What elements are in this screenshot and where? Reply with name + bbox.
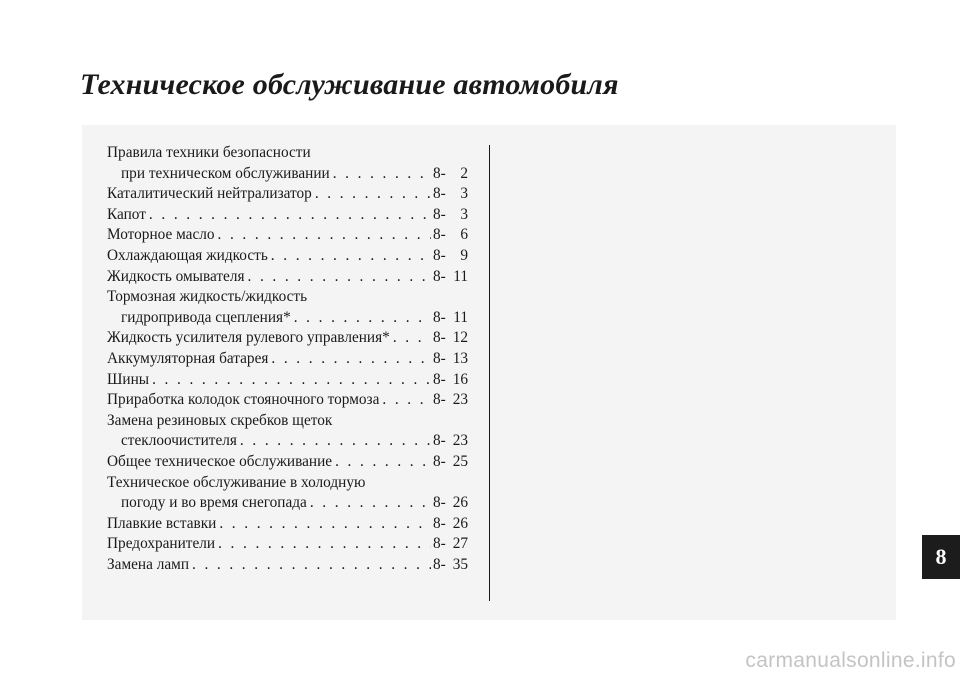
chapter-number: 8- — [433, 246, 446, 264]
toc-entry-line — [107, 308, 468, 329]
dot-leader — [192, 555, 431, 576]
toc-entry-line — [107, 184, 468, 205]
toc-entry-title: Жидкость усилителя рулевого управления* — [107, 329, 390, 347]
dot-leader — [333, 164, 431, 185]
toc-entry[interactable] — [107, 370, 468, 391]
toc-entry[interactable] — [107, 411, 468, 452]
chapter-number: 8- — [433, 391, 446, 409]
table-of-contents — [107, 143, 468, 575]
page-number: 3 — [460, 205, 468, 223]
toc-entry[interactable] — [107, 287, 468, 328]
toc-entry-title: Шины — [107, 370, 150, 388]
toc-entry[interactable] — [107, 534, 468, 555]
dot-leader — [310, 493, 431, 514]
toc-entry-title-line: Техническое обслуживание в холодную — [107, 473, 366, 491]
toc-entry-title: Приработка колодок стояночного тормоза — [107, 391, 380, 409]
page-reference — [433, 514, 468, 535]
page-number: 3 — [460, 185, 468, 203]
chapter-number: 8- — [433, 226, 446, 244]
toc-entry-title: Замена ламп — [107, 555, 190, 573]
chapter-number: 8- — [433, 185, 446, 203]
chapter-number: 8- — [433, 349, 446, 367]
toc-entry-title: Охлаждающая жидкость — [107, 246, 268, 264]
page-reference — [433, 493, 468, 514]
chapter-number: 8- — [433, 267, 446, 285]
dot-leader — [271, 349, 431, 370]
page-number: 23 — [452, 432, 468, 450]
chapter-number: 8- — [433, 205, 446, 223]
toc-entry[interactable] — [107, 205, 468, 226]
toc-entry[interactable] — [107, 390, 468, 411]
toc-entry-title: Плавкие вставки — [107, 514, 217, 532]
toc-entry-title-line: Замена резиновых скребков щеток — [107, 411, 333, 429]
toc-entry[interactable] — [107, 349, 468, 370]
toc-entry[interactable] — [107, 514, 468, 535]
page-number: 12 — [452, 329, 468, 347]
dot-leader — [219, 514, 431, 535]
page-reference — [433, 452, 468, 473]
page-reference — [433, 205, 468, 226]
chapter-number: 8- — [433, 494, 446, 512]
toc-entry-line — [107, 246, 468, 267]
page-number: 13 — [452, 349, 468, 367]
chapter-number: 8- — [433, 164, 446, 182]
dot-leader — [335, 452, 431, 473]
page-number: 9 — [460, 246, 468, 264]
toc-entry-line — [107, 514, 468, 535]
toc-entry[interactable] — [107, 328, 468, 349]
toc-entry-line — [107, 205, 468, 226]
chapter-number: 8- — [433, 514, 446, 532]
toc-entry-title: Каталитический нейтрализатор — [107, 185, 312, 203]
page-reference — [433, 534, 468, 555]
toc-entry[interactable] — [107, 184, 468, 205]
toc-entry-line — [107, 555, 468, 576]
page-reference — [433, 184, 468, 205]
page-number: 23 — [452, 391, 468, 409]
page-reference — [433, 349, 468, 370]
toc-entry-line — [107, 390, 468, 411]
dot-leader — [382, 390, 431, 411]
toc-entry[interactable] — [107, 246, 468, 267]
page-number: 26 — [452, 514, 468, 532]
toc-entry[interactable] — [107, 555, 468, 576]
toc-entry-title: при техническом обслуживании — [121, 164, 330, 182]
dot-leader — [149, 205, 431, 226]
toc-entry-line — [107, 328, 468, 349]
chapter-number: 8- — [433, 555, 446, 573]
toc-entry-line — [107, 164, 468, 185]
toc-entry[interactable] — [107, 473, 468, 514]
page-reference — [433, 390, 468, 411]
toc-entry-title: гидропривода сцепления* — [121, 308, 291, 326]
page-reference — [433, 246, 468, 267]
chapter-tab[interactable]: 8 — [922, 535, 960, 579]
toc-entry[interactable] — [107, 267, 468, 288]
watermark: carmanualsonline.info — [745, 649, 956, 672]
page-reference — [433, 370, 468, 391]
page-number: 35 — [452, 555, 468, 573]
toc-entry-title: Предохранители — [107, 535, 216, 553]
toc-entry-title: Капот — [107, 205, 146, 223]
toc-entry-line — [107, 452, 468, 473]
page-reference — [433, 328, 468, 349]
page-number: 25 — [452, 452, 468, 470]
page-reference — [433, 431, 468, 452]
chapter-number: 8- — [433, 329, 446, 347]
dot-leader — [393, 328, 431, 349]
dot-leader — [152, 370, 431, 391]
chapter-number: 8- — [433, 535, 446, 553]
toc-entry-line — [107, 431, 468, 452]
chapter-number: 8- — [433, 432, 446, 450]
page-number: 11 — [453, 267, 468, 285]
chapter-number: 8- — [433, 452, 446, 470]
chapter-number: 8- — [433, 370, 446, 388]
toc-entry-line — [107, 267, 468, 288]
toc-entry-title: стеклоочистителя — [121, 432, 237, 450]
page-reference — [433, 164, 468, 185]
toc-entry-title: Аккумуляторная батарея — [107, 349, 269, 367]
toc-entry-title-line: Тормозная жидкость/жидкость — [107, 288, 308, 306]
dot-leader — [218, 225, 431, 246]
dot-leader — [271, 246, 431, 267]
dot-leader — [218, 534, 431, 555]
page-number: 6 — [460, 226, 468, 244]
toc-entry-title-line: Правила техники безопасности — [107, 144, 311, 161]
page-number: 11 — [453, 308, 468, 326]
toc-entry-title: Общее техническое обслуживание — [107, 452, 333, 470]
toc-entry[interactable] — [107, 225, 468, 246]
page-number: 26 — [452, 494, 468, 512]
page-reference — [433, 225, 468, 246]
dot-leader — [315, 184, 431, 205]
toc-entry-line — [107, 225, 468, 246]
toc-entry-title: погоду и во время снегопада — [121, 494, 307, 512]
page-number: 16 — [452, 370, 468, 388]
chapter-number: 8- — [433, 308, 446, 326]
toc-entry[interactable] — [107, 143, 468, 184]
column-divider — [489, 145, 490, 601]
dot-leader — [240, 431, 431, 452]
toc-entry[interactable] — [107, 452, 468, 473]
page-title: Техническое обслуживание автомобиля — [80, 68, 619, 101]
dot-leader — [248, 267, 431, 288]
page-number: 2 — [460, 164, 468, 182]
toc-entry-line — [107, 493, 468, 514]
toc-entry-line — [107, 349, 468, 370]
dot-leader — [294, 308, 431, 329]
toc-entry-title: Моторное масло — [107, 226, 215, 244]
toc-entry-line — [107, 534, 468, 555]
page-reference — [433, 308, 468, 329]
page-reference — [433, 555, 468, 576]
page-reference — [433, 267, 468, 288]
toc-entry-title: Жидкость омывателя — [107, 267, 245, 285]
page-number: 27 — [452, 535, 468, 553]
toc-entry-line — [107, 370, 468, 391]
